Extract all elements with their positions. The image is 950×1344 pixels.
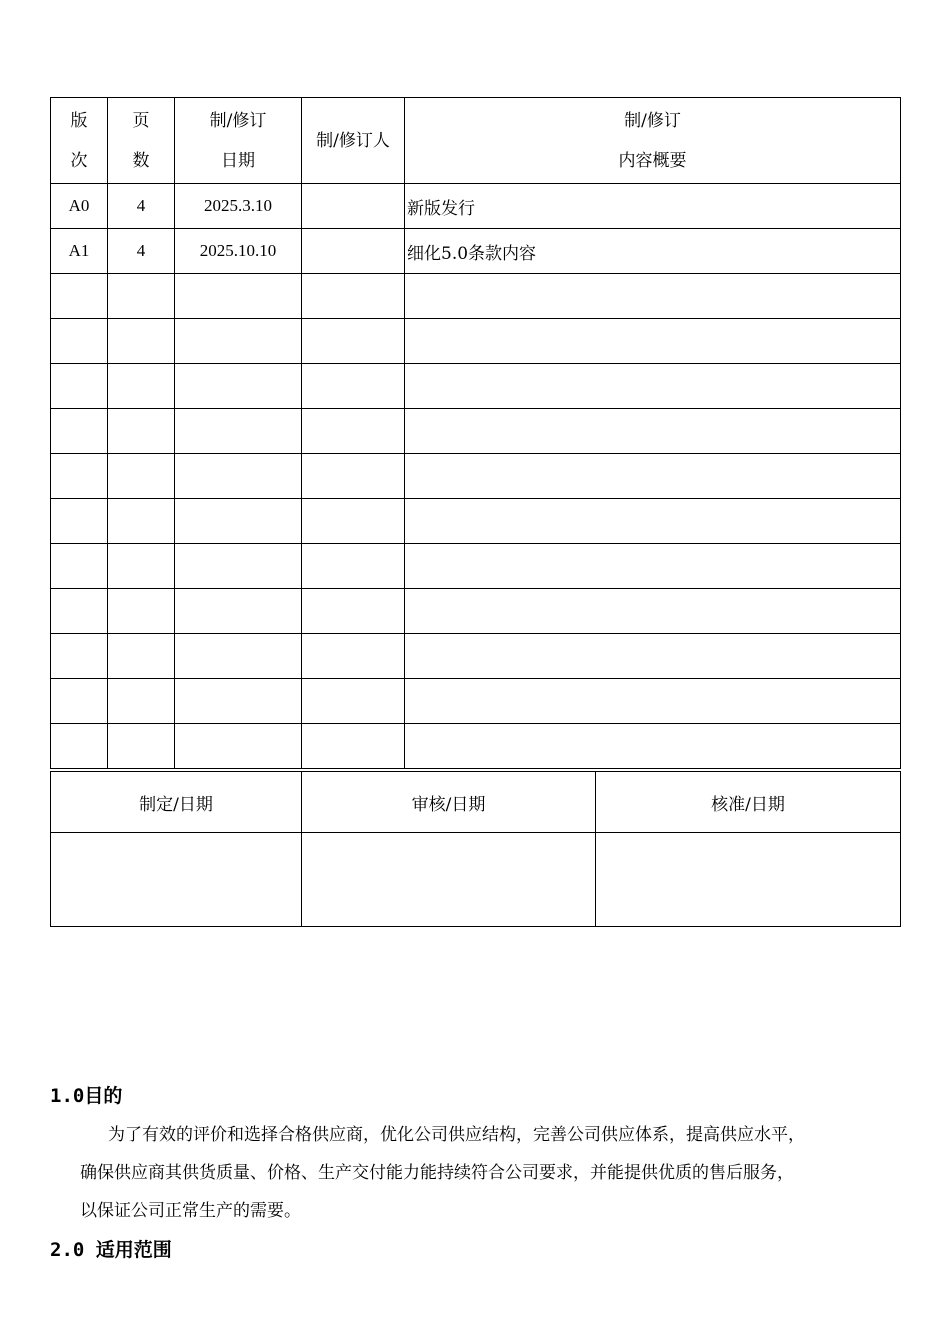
cell-date [175, 499, 302, 544]
table-row [51, 229, 901, 274]
cell-pages [108, 499, 175, 544]
reviewed-signature-cell [302, 833, 596, 927]
cell-summary [405, 364, 901, 409]
cell-pages: 4 [108, 229, 175, 274]
cell-summary [405, 544, 901, 589]
purpose-line: 确保供应商其供货质量、价格、生产交付能力能持续符合公司要求，并能提供优质的售后服务， [80, 1163, 794, 1183]
header-date: 制/修订 日期 [175, 98, 302, 184]
signature-header-row [51, 772, 901, 833]
approved-signature-cell [596, 833, 901, 927]
cell-date [175, 274, 302, 319]
cell-version [51, 589, 108, 634]
header-pages: 页 数 [108, 98, 175, 184]
table-row [51, 409, 901, 454]
cell-pages [108, 409, 175, 454]
cell-pages [108, 589, 175, 634]
cell-summary [405, 319, 901, 364]
table-row [51, 679, 901, 724]
cell-version: A1 [51, 229, 108, 274]
cell-version [51, 409, 108, 454]
cell-person [302, 409, 405, 454]
cell-pages [108, 544, 175, 589]
prepared-signature-cell [51, 833, 302, 927]
cell-person [302, 229, 405, 274]
cell-person [302, 724, 405, 769]
cell-date [175, 589, 302, 634]
cell-summary [405, 634, 901, 679]
table-row [51, 724, 901, 769]
cell-version [51, 364, 108, 409]
cell-summary: 细化5.0条款内容 [405, 229, 901, 274]
cell-version [51, 499, 108, 544]
table-row [51, 319, 901, 364]
scope-heading: 2.0 适用范围 [50, 1239, 172, 1261]
cell-summary [405, 499, 901, 544]
reviewed-date-label: 审核/日期 [302, 772, 596, 833]
cell-date [175, 364, 302, 409]
cell-pages [108, 364, 175, 409]
cell-version [51, 634, 108, 679]
cell-date [175, 724, 302, 769]
cell-person [302, 589, 405, 634]
cell-person [302, 634, 405, 679]
table-row [51, 274, 901, 319]
cell-date [175, 454, 302, 499]
signature-body-row [51, 833, 901, 927]
cell-pages [108, 724, 175, 769]
cell-person [302, 499, 405, 544]
cell-date [175, 544, 302, 589]
revision-header-row [51, 98, 901, 184]
cell-summary [405, 724, 901, 769]
cell-date [175, 409, 302, 454]
cell-pages [108, 679, 175, 724]
cell-date [175, 634, 302, 679]
cell-pages [108, 454, 175, 499]
cell-version [51, 679, 108, 724]
header-summary: 制/修订 内容概要 [405, 98, 901, 184]
cell-pages [108, 274, 175, 319]
header-version: 版 次 [51, 98, 108, 184]
cell-version [51, 274, 108, 319]
cell-person [302, 319, 405, 364]
cell-date: 2025.10.10 [175, 229, 302, 274]
signature-table [50, 771, 901, 927]
prepared-date-label: 制定/日期 [51, 772, 302, 833]
cell-pages [108, 319, 175, 364]
cell-date: 2025.3.10 [175, 184, 302, 229]
table-row [51, 634, 901, 679]
purpose-heading: 1.0目的 [50, 1085, 123, 1107]
cell-person [302, 454, 405, 499]
cell-summary [405, 274, 901, 319]
cell-summary: 新版发行 [405, 184, 901, 229]
table-row [51, 364, 901, 409]
cell-person [302, 364, 405, 409]
cell-person [302, 544, 405, 589]
table-row [51, 499, 901, 544]
cell-pages: 4 [108, 184, 175, 229]
cell-date [175, 679, 302, 724]
cell-version [51, 319, 108, 364]
table-row [51, 544, 901, 589]
cell-date [175, 319, 302, 364]
cell-person [302, 274, 405, 319]
cell-version [51, 454, 108, 499]
cell-summary [405, 679, 901, 724]
purpose-line: 以保证公司正常生产的需要。 [80, 1201, 301, 1221]
cell-person [302, 679, 405, 724]
revision-history-table [50, 97, 901, 769]
cell-version: A0 [51, 184, 108, 229]
cell-pages [108, 634, 175, 679]
cell-summary [405, 454, 901, 499]
approved-date-label: 核准/日期 [596, 772, 901, 833]
table-row [51, 454, 901, 499]
cell-person [302, 184, 405, 229]
purpose-paragraph [80, 1116, 900, 1230]
cell-summary [405, 409, 901, 454]
table-row [51, 184, 901, 229]
table-row [51, 589, 901, 634]
purpose-line: 为了有效的评价和选择合格供应商，优化公司供应结构，完善公司供应体系，提高供应水平， [108, 1125, 805, 1145]
cell-version [51, 544, 108, 589]
header-person: 制/修订人 [302, 98, 405, 184]
cell-version [51, 724, 108, 769]
cell-summary [405, 589, 901, 634]
